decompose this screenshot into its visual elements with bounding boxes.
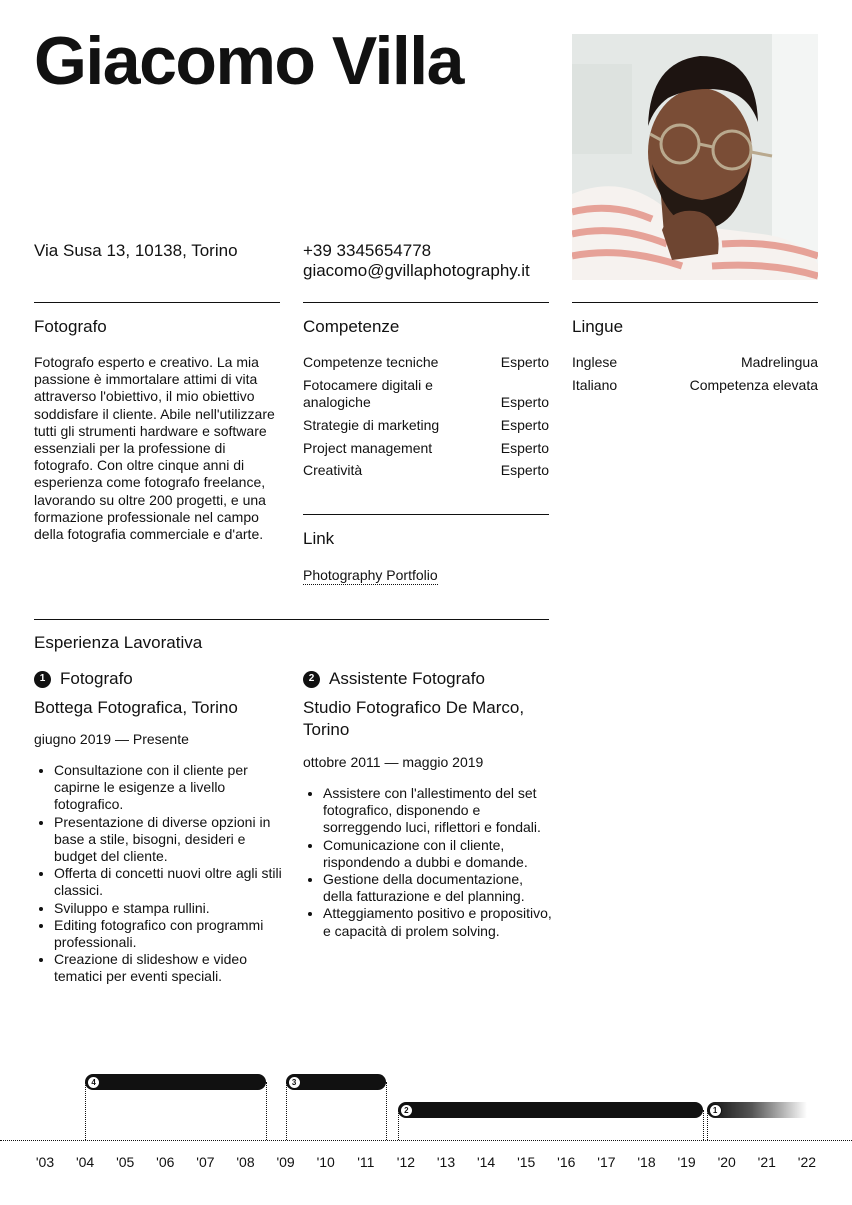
timeline-year-label: '13 — [436, 1154, 456, 1170]
timeline-axis — [0, 1140, 852, 1141]
timeline-bar-number: 2 — [400, 1104, 413, 1117]
timeline-year-label: '04 — [75, 1154, 95, 1170]
job-title — [34, 669, 282, 689]
job-bullets — [303, 785, 553, 940]
email[interactable]: giacomo@gvillaphotography.it — [303, 261, 530, 280]
timeline-bar-number: 3 — [288, 1076, 301, 1089]
experience-title: Esperienza Lavorativa — [34, 633, 203, 652]
job-entry — [34, 669, 282, 986]
timeline-bar-number: 1 — [709, 1104, 722, 1117]
job-dates: ottobre 2011 — maggio 2019 — [303, 754, 484, 770]
list-item: • Offerta di concetti nuovi oltre agli stili classici. — [54, 865, 282, 899]
skill-name: Competenze tecniche — [303, 354, 439, 370]
job-entry — [303, 669, 553, 940]
job-number-badge: 1 — [34, 671, 51, 688]
timeline-year-label: '08 — [236, 1154, 255, 1170]
timeline-year-label: '07 — [196, 1154, 215, 1170]
timeline-year-label: '18 — [637, 1154, 656, 1170]
timeline-year-label: '16 — [557, 1154, 576, 1170]
timeline-year-label: '14 — [476, 1154, 496, 1170]
skill-level: Esperto — [500, 439, 549, 456]
timeline-bar — [286, 1074, 386, 1090]
timeline-year-label: '10 — [316, 1154, 335, 1170]
profile-photo — [572, 34, 818, 280]
language-row — [572, 354, 818, 371]
job-title — [303, 669, 553, 689]
timeline-year-label: '19 — [677, 1154, 696, 1170]
timeline-year-label: '21 — [757, 1154, 776, 1170]
list-item: • Sviluppo e stampa rullini. — [54, 900, 282, 917]
skill-name: Fotocamere digitali e analogiche — [303, 376, 433, 410]
profile-summary: Fotografo esperto e creativo. La mia passione è immortalare attimi di vita attraverso l'obiettivo, il mio obiettivo soddisfare il cliente. Abile nell'utilizzare tutti gli strumenti hardware e software essenziali per la professione di fotografo. Con oltre cinque anni di esperienza come fotografo freelance, lavorando su oltre 200 progetti, e una formazione professionale nel campo della fotografia commerciale e d'arte. — [34, 354, 275, 543]
job-company: Bottega Fotografica, Torino — [34, 698, 238, 717]
timeline-year-label: '05 — [116, 1154, 135, 1170]
skill-row — [303, 462, 549, 479]
job-number-badge: 2 — [303, 671, 320, 688]
timeline-marker-line — [85, 1082, 86, 1140]
divider — [303, 514, 549, 515]
timeline-bar — [398, 1102, 703, 1118]
divider — [34, 302, 280, 303]
timeline-marker-line — [266, 1082, 267, 1140]
timeline-year-label: '15 — [517, 1154, 536, 1170]
divider — [572, 302, 818, 303]
job-company: Studio Fotografico De Marco, Torino — [303, 698, 525, 739]
timeline-year-label: '17 — [597, 1154, 616, 1170]
skill-name: Project management — [303, 439, 433, 456]
timeline-marker-line — [398, 1110, 399, 1140]
language-level: Competenza elevata — [689, 376, 818, 393]
language-row — [572, 377, 818, 394]
profile-title: Fotografo — [34, 317, 107, 336]
skill-level: Esperto — [500, 416, 549, 433]
list-item: • Gestione della documentazione, della fatturazione e del planning. — [323, 871, 553, 905]
language-level: Madrelingua — [740, 354, 818, 370]
list-item: • Consultazione con il cliente per capirne le esigenze a livello fotografico. — [54, 762, 282, 814]
skill-name: Strategie di marketing — [303, 416, 440, 433]
timeline-marker-line — [386, 1082, 387, 1140]
languages-title: Lingue — [572, 317, 624, 336]
contact-info — [303, 241, 530, 281]
list-item: • Editing fotografico con programmi professionali. — [54, 917, 282, 951]
language-name: Italiano — [572, 376, 618, 393]
divider — [34, 619, 549, 620]
skills-list — [303, 354, 549, 480]
job-bullets — [34, 762, 282, 986]
portfolio-link[interactable] — [303, 567, 438, 584]
list-item: • Atteggiamento positivo e propositivo, e capacità di prolem solving. — [323, 905, 553, 939]
timeline-bar-number: 4 — [87, 1076, 100, 1089]
list-item: • Comunicazione con il cliente, rispondendo a dubbi e domande. — [323, 837, 553, 871]
timeline-year-label: '11 — [357, 1154, 375, 1170]
list-item: • Presentazione di diverse opzioni in base a stile, bisogni, desideri e budget del cliente. — [54, 814, 282, 866]
skill-level: Esperto — [500, 462, 549, 479]
timeline-year-label: '03 — [35, 1154, 55, 1170]
skill-name: Creatività — [303, 462, 363, 479]
timeline-year-label: '22 — [797, 1154, 817, 1170]
divider — [303, 302, 549, 303]
timeline-marker-line — [703, 1110, 704, 1140]
phone[interactable]: +39 3345654778 — [303, 241, 432, 260]
job-title-text: Fotografo — [60, 669, 133, 688]
links-title: Link — [303, 529, 335, 548]
skills-title: Competenze — [303, 317, 400, 336]
list-item: • Assistere con l'allestimento del set fotografico, disponendo e sorreggendo luci, riflettori e fondali. — [323, 785, 553, 837]
skill-row — [303, 377, 549, 411]
timeline-marker-line — [707, 1110, 708, 1140]
timeline-year-label: '20 — [717, 1154, 736, 1170]
skill-level: Esperto — [500, 394, 549, 410]
list-item: • Creazione di slideshow e video tematici per eventi speciali. — [54, 951, 282, 985]
candidate-name: Giacomo Villa — [34, 23, 463, 99]
languages-list — [572, 354, 818, 394]
portfolio-link-label[interactable]: Photography Portfolio — [303, 567, 438, 583]
address: Via Susa 13, 10138, Torino — [34, 241, 238, 260]
skill-row — [303, 354, 549, 371]
timeline-bar — [85, 1074, 265, 1090]
skill-level: Esperto — [500, 354, 549, 370]
timeline-year-label: '06 — [156, 1154, 175, 1170]
job-title-text: Assistente Fotografo — [329, 669, 485, 688]
timeline-bar — [707, 1102, 807, 1118]
language-name: Inglese — [572, 354, 618, 370]
skill-row — [303, 440, 549, 457]
skill-row — [303, 417, 549, 434]
timeline-year-label: '12 — [396, 1154, 416, 1170]
job-dates: giugno 2019 — Presente — [34, 731, 189, 747]
timeline-year-label: '09 — [276, 1154, 295, 1170]
timeline-marker-line — [286, 1082, 287, 1140]
portrait-illustration — [572, 34, 818, 280]
